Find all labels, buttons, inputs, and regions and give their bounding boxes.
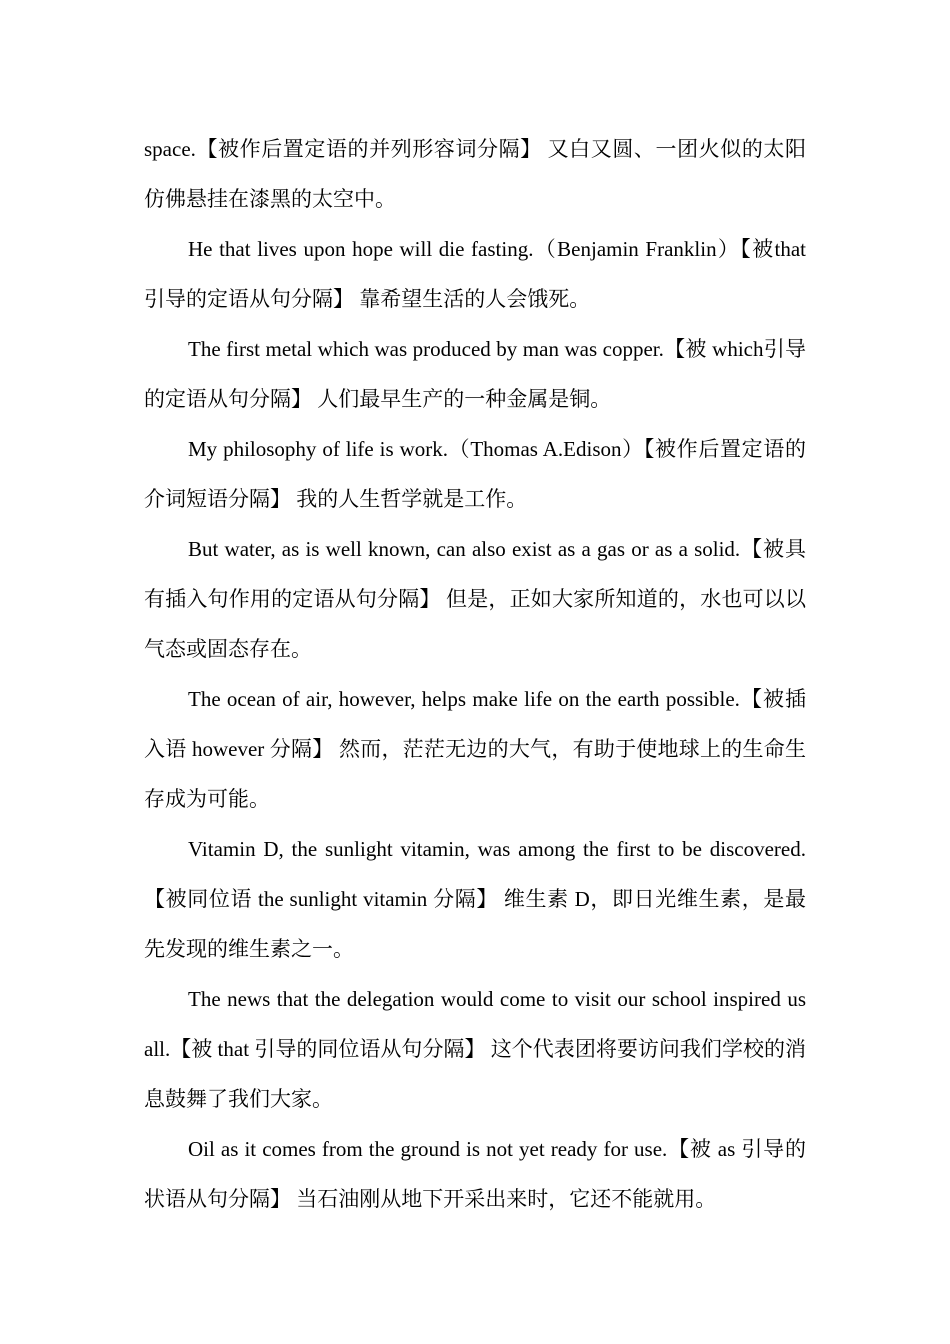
paragraph-7: Vitamin D, the sunlight vitamin, was among the first to be discovered.【被同位语 the sunlight vitamin 分隔】 维生素 D，即日光维生素，是最先发现的维生素之一。 [144, 837, 806, 961]
document-body [144, 124, 806, 1224]
paragraph-3: The first metal which was produced by man was copper.【被 which引导的定语从句分隔】 人们最早生产的一种金属是铜。 [144, 337, 806, 411]
paragraph-1: space.【被作后置定语的并列形容词分隔】 又白又圆、一团火似的太阳仿佛悬挂在漆黑的太空中。 [144, 137, 806, 211]
paragraph-6: The ocean of air, however, helps make life on the earth possible.【被插入语 however 分隔】 然而，茫茫无边的大气，有助于使地球上的生命生存成为可能。 [144, 687, 806, 811]
paragraph-8: The news that the delegation would come to visit our school inspired us all.【被 that 引导的同位语从句分隔】 这个代表团将要访问我们学校的消息鼓舞了我们大家。 [144, 987, 806, 1111]
paragraph-5: But water, as is well known, can also exist as a gas or as a solid.【被具有插入句作用的定语从句分隔】 但是，正如大家所知道的，水也可以以气态或固态存在。 [144, 537, 806, 661]
paragraph-9: Oil as it comes from the ground is not yet ready for use.【被 as 引导的状语从句分隔】 当石油刚从地下开采出来时，它还不能就用。 [144, 1137, 806, 1211]
paragraph-2: He that lives upon hope will die fasting.（Benjamin Franklin）【被that 引导的定语从句分隔】 靠希望生活的人会饿死。 [144, 237, 806, 311]
paragraph-4: My philosophy of life is work.（Thomas A.Edison）【被作后置定语的介词短语分隔】 我的人生哲学就是工作。 [144, 437, 806, 511]
